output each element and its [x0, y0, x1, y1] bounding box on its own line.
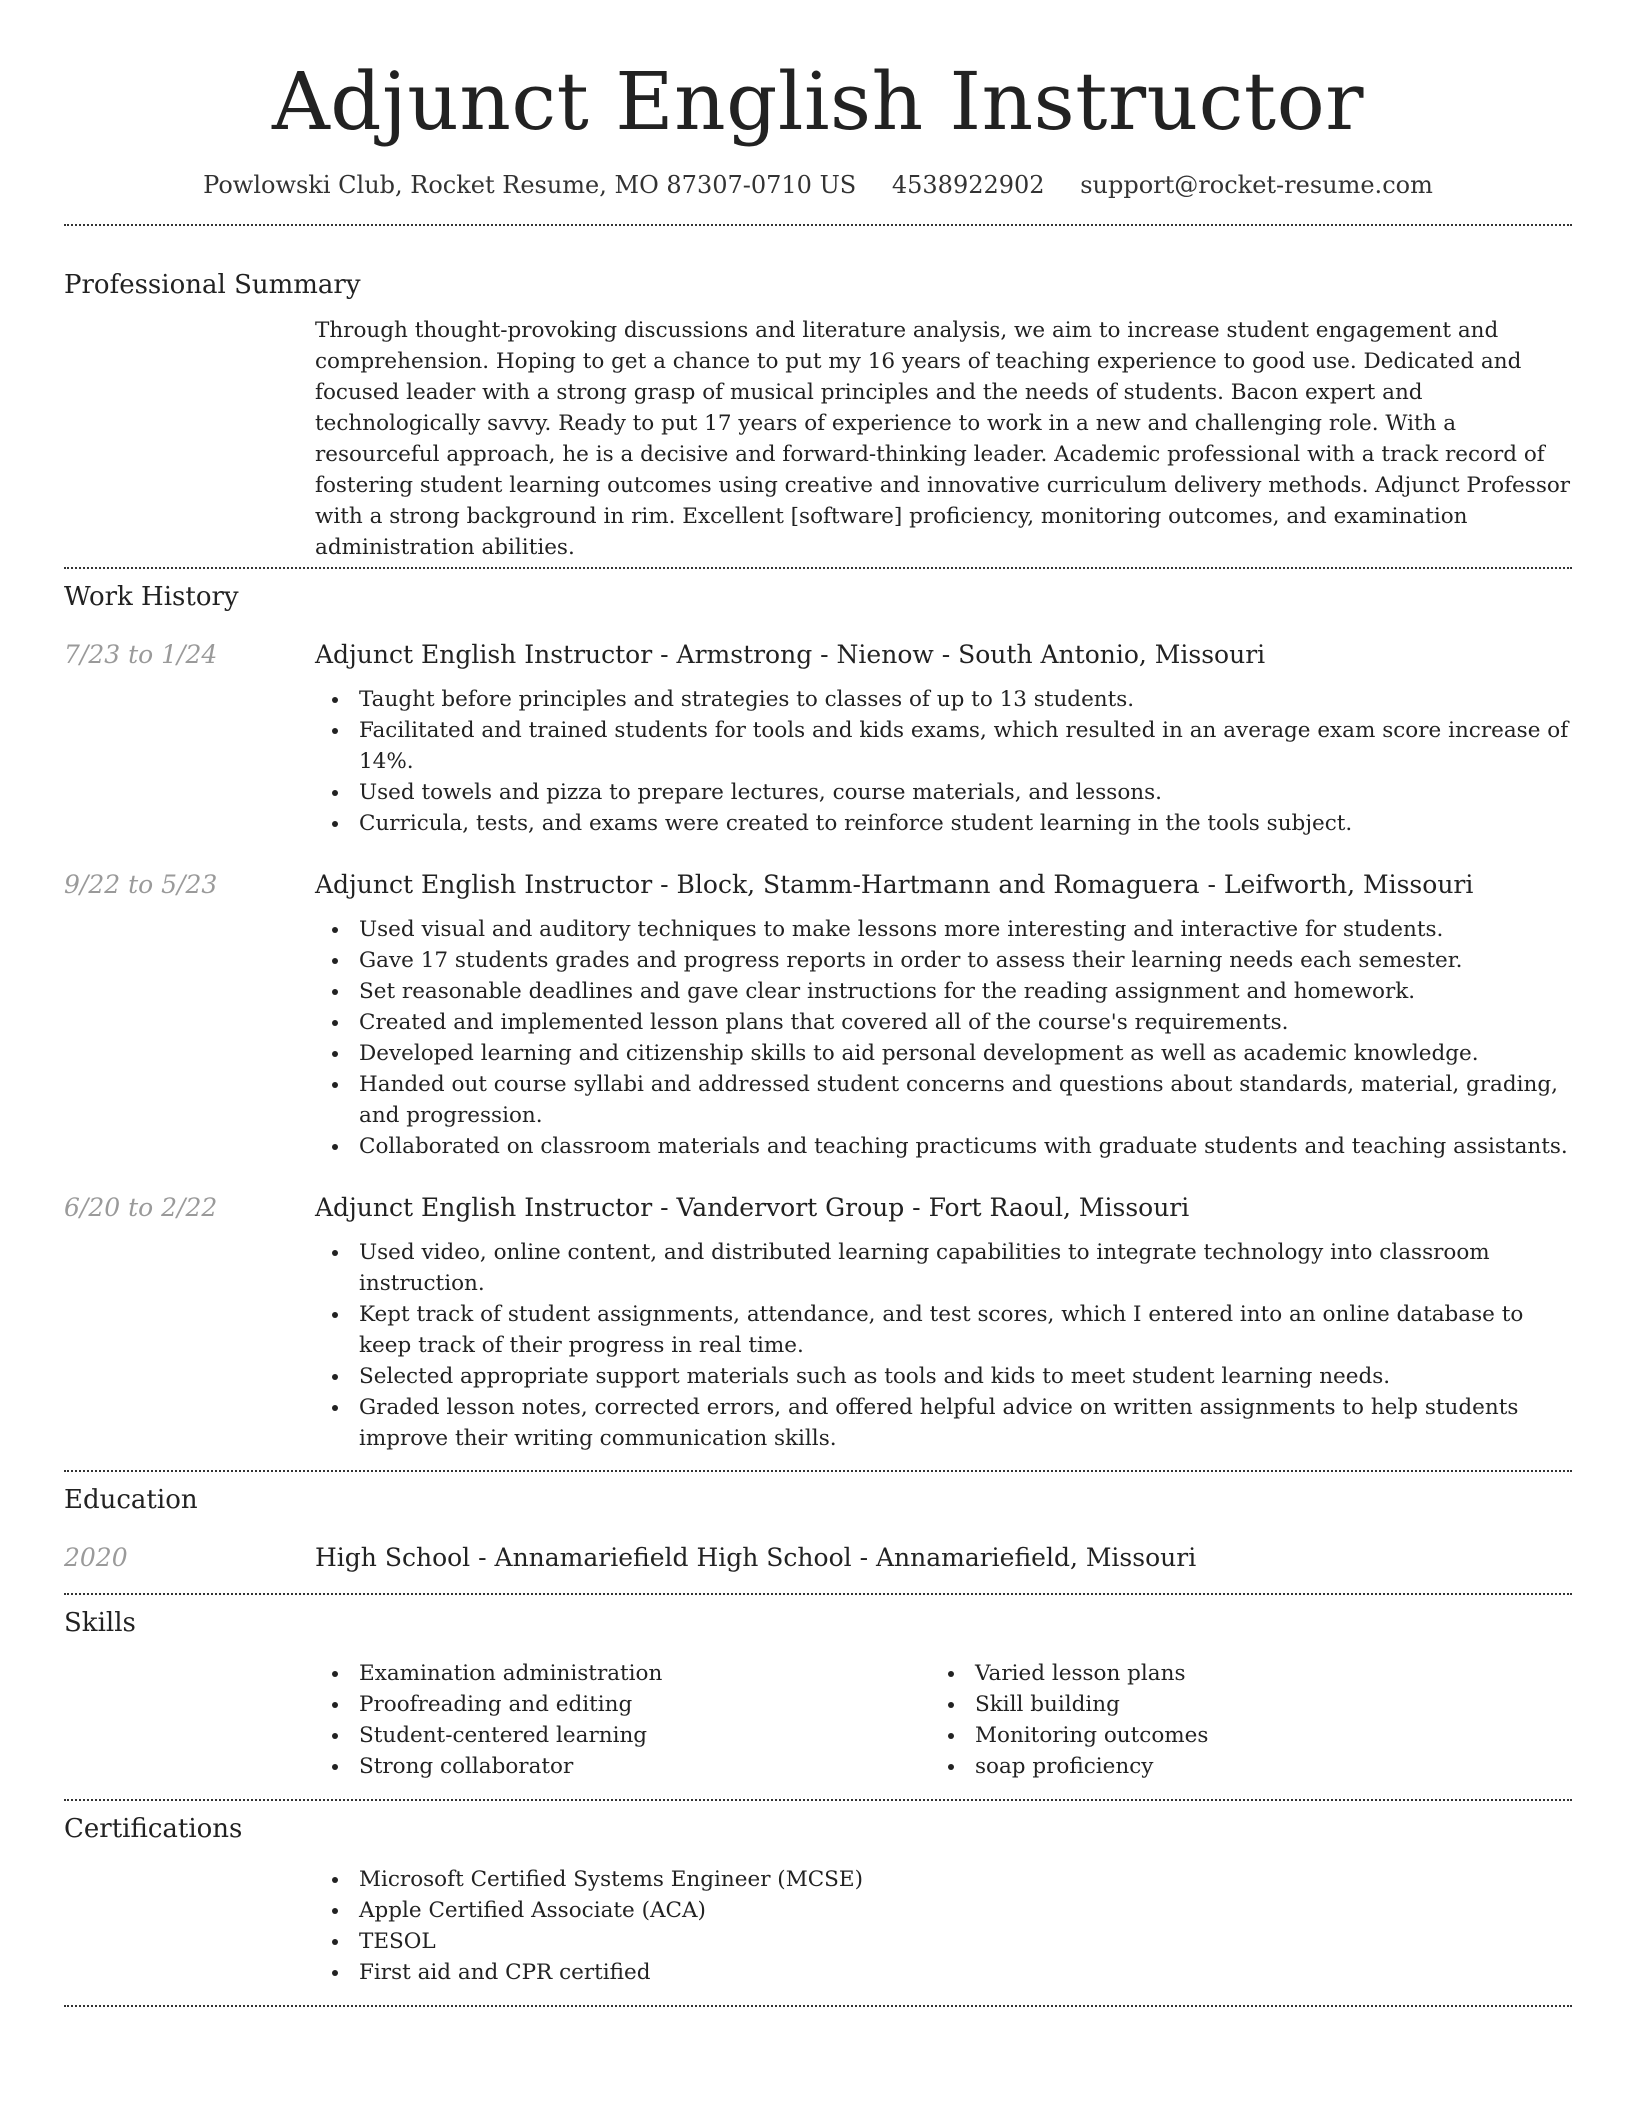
contact-email: support@rocket-resume.com: [1080, 171, 1433, 199]
certifications-section: [64, 1812, 1572, 1988]
job-bullets: [315, 1237, 1572, 1454]
resume-name: Adjunct English Instructor: [272, 55, 1364, 148]
list-item: Handed out course syllabi and addressed student concerns and questions about standards, material, grading, and progression.: [315, 1069, 1572, 1131]
contact-line: [64, 170, 1572, 200]
summary-text: Through thought-provoking discussions and literature analysis, we aim to increase student engagement and comprehension. Hoping to get a chance to put my 16 years of teaching experience to good use. Dedicated and focused leader with a strong grasp of musical principles and the needs of students. Bacon expert and technologically savvy. Ready to put 17 years of experience to work in a new and challenging role. With a resourceful approach, he is a decisive and forward-thinking leader. Academic professional with a track record of fostering student learning outcomes using creative and innovative curriculum delivery methods. Adjunct Professor with a strong background in rim. Excellent [software] proficiency, monitoring outcomes, and examination administration abilities.: [315, 318, 1571, 560]
divider: [64, 2005, 1572, 2007]
list-item: Collaborated on classroom materials and teaching practicums with graduate students and teaching assistants.: [315, 1131, 1572, 1162]
list-item: Kept track of student assignments, attendance, and test scores, which I entered into an online database to keep track of their progress in real time.: [315, 1299, 1572, 1361]
section-title-education: Education: [64, 1485, 198, 1515]
list-item: Set reasonable deadlines and gave clear instructions for the reading assignment and homework.: [315, 976, 1572, 1007]
contact-phone: 4538922902: [891, 171, 1045, 199]
divider: [64, 1799, 1572, 1801]
job-heading: Adjunct English Instructor - Armstrong - Nienow - South Antonio, Missouri: [315, 640, 1266, 669]
section-title-certifications: Certifications: [64, 1814, 243, 1844]
section-title-summary: Professional Summary: [64, 270, 361, 300]
divider: [64, 1470, 1572, 1472]
divider: [64, 1593, 1572, 1595]
divider: [64, 567, 1572, 569]
job-dates: 9/22 to 5/23: [64, 870, 218, 899]
list-item: Monitoring outcomes: [931, 1720, 1547, 1751]
job-entry: [64, 638, 1572, 839]
certifications-list: [315, 1864, 1572, 1988]
list-item: TESOL: [315, 1926, 1572, 1957]
list-item: Facilitated and trained students for tools and kids exams, which resulted in an average exam score increase of 14%.: [315, 715, 1572, 777]
list-item: Used towels and pizza to prepare lectures, course materials, and lessons.: [315, 777, 1572, 808]
list-item: Varied lesson plans: [931, 1658, 1547, 1689]
job-dates: 6/20 to 2/22: [64, 1193, 218, 1222]
job-bullets: [315, 684, 1572, 839]
skills-list-left: [315, 1658, 931, 1782]
list-item: Strong collaborator: [315, 1751, 931, 1782]
job-entry: [64, 1191, 1572, 1454]
skills-list-right: [931, 1658, 1547, 1782]
list-item: Proofreading and editing: [315, 1689, 931, 1720]
contact-address: Powlowski Club, Rocket Resume, MO 87307-0710 US: [203, 171, 857, 199]
work-section: [64, 580, 1572, 1454]
summary-section: [64, 268, 1572, 563]
list-item: First aid and CPR certified: [315, 1957, 1572, 1988]
education-entry: [64, 1541, 1572, 1575]
education-year: 2020: [64, 1543, 128, 1572]
list-item: Skill building: [931, 1689, 1547, 1720]
list-item: Selected appropriate support materials such as tools and kids to meet student learning needs.: [315, 1361, 1572, 1392]
list-item: Created and implemented lesson plans that covered all of the course's requirements.: [315, 1007, 1572, 1038]
resume-page: [64, 0, 1572, 2007]
job-entry: [64, 868, 1572, 1162]
list-item: Student-centered learning: [315, 1720, 931, 1751]
list-item: Used video, online content, and distributed learning capabilities to integrate technology into classroom instruction.: [315, 1237, 1572, 1299]
skills-section: [64, 1606, 1572, 1782]
education-heading: High School - Annamariefield High School - Annamariefield, Missouri: [315, 1543, 1197, 1572]
job-heading: Adjunct English Instructor - Block, Stamm-Hartmann and Romaguera - Leifworth, Missouri: [315, 870, 1474, 899]
list-item: Developed learning and citizenship skills to aid personal development as well as academic knowledge.: [315, 1038, 1572, 1069]
section-title-skills: Skills: [64, 1608, 136, 1638]
list-item: Curricula, tests, and exams were created to reinforce student learning in the tools subject.: [315, 808, 1572, 839]
list-item: Apple Certified Associate (ACA): [315, 1895, 1572, 1926]
section-title-work: Work History: [64, 582, 239, 612]
list-item: Examination administration: [315, 1658, 931, 1689]
list-item: soap proficiency: [931, 1751, 1547, 1782]
divider: [64, 224, 1572, 226]
list-item: Used visual and auditory techniques to make lessons more interesting and interactive for students.: [315, 914, 1572, 945]
job-bullets: [315, 914, 1572, 1162]
job-heading: Adjunct English Instructor - Vandervort Group - Fort Raoul, Missouri: [315, 1193, 1190, 1222]
education-section: [64, 1483, 1572, 1575]
list-item: Gave 17 students grades and progress reports in order to assess their learning needs each semester.: [315, 945, 1572, 976]
list-item: Taught before principles and strategies to classes of up to 13 students.: [315, 684, 1572, 715]
list-item: Microsoft Certified Systems Engineer (MCSE): [315, 1864, 1572, 1895]
list-item: Graded lesson notes, corrected errors, and offered helpful advice on written assignments to help students improve their writing communication skills.: [315, 1392, 1572, 1454]
job-dates: 7/23 to 1/24: [64, 640, 218, 669]
